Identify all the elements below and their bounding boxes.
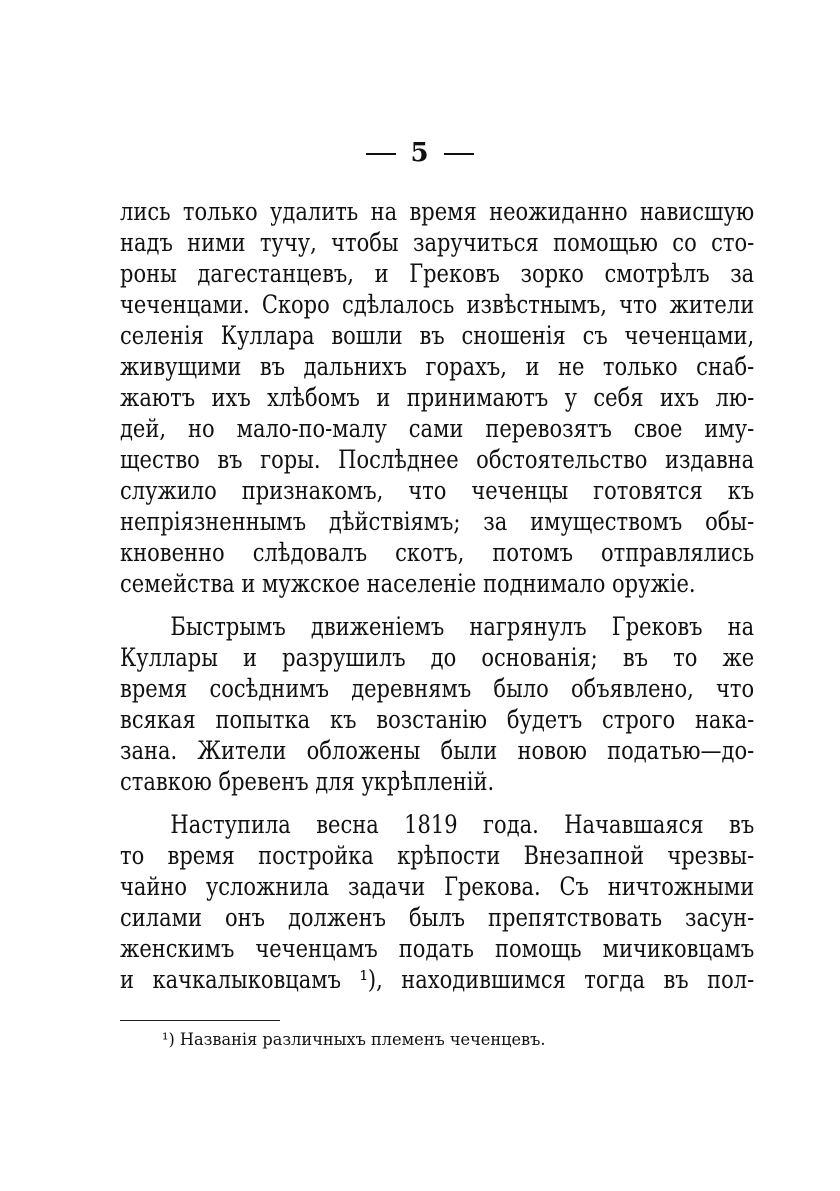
paragraph-3 [120,809,754,995]
text-line: силами онъ долженъ былъ препятствовать засун- [120,903,755,932]
text-line: щество въ горы. Послѣднее обстоятельство издавна [120,445,755,474]
text-line: роны дагестанцевъ, и Грековъ зорко смотрѣлъ за [120,259,755,288]
text-line: то время постройка крѣпости Внезапной чрезвы- [120,841,755,870]
text-line: служило признакомъ, что чеченцы готовятся къ [120,476,755,505]
text-line: Быстрымъ движеніемъ нагрянулъ Грековъ на [170,612,755,641]
text-line: чайно усложнила задачи Грекова. Съ ничтожными [120,872,755,901]
paragraph-2 [120,611,754,797]
text-line: лись только удалить на время неожиданно нависшую [120,197,755,226]
text-line: время сосѣднимъ деревнямъ было объявлено, что [120,674,755,703]
text-line: надъ ними тучу, чтобы заручиться помощью со сто- [120,228,755,257]
text-line: всякая попытка къ возстанію будетъ строго нака- [120,705,755,734]
text-line: жаютъ ихъ хлѣбомъ и принимаютъ у себя ихъ лю- [120,383,755,412]
footnote-divider [120,1020,280,1021]
text-line: Наступила весна 1819 года. Начавшаяся въ [170,810,755,839]
text-line: непріязненнымъ дѣйствіямъ; за имуществомъ обы- [120,507,755,536]
body-text [120,196,754,995]
text-line: чеченцами. Скоро сдѣлалось извѣстнымъ, что жители [120,290,755,319]
left-dash [366,153,396,155]
text-line: селенія Куллара вошли въ сношенія съ чеченцами, [120,321,755,350]
text-line: живущими въ дальнихъ горахъ, и не только снаб- [120,352,755,381]
text-line: кновенно слѣдовалъ скотъ, потомъ отправлялись [120,538,755,567]
page-number [0,138,840,168]
text-line: ставкою бревенъ для укрѣпленій. [120,767,495,796]
right-dash [444,153,474,155]
text-line: и качкалыковцамъ ¹), находившимся тогда въ пол- [120,965,755,994]
text-line: женскимъ чеченцамъ подать помощь мичиковцамъ [120,934,755,963]
footnote: ¹) Названія различныхъ племенъ чеченцевъ. [162,1030,546,1050]
paragraph-1 [120,196,754,599]
text-line: дей, но мало-по-малу сами перевозятъ свое иму- [120,414,755,443]
page-number-value: 5 [410,138,430,168]
text-line: Куллары и разрушилъ до основанія; въ то же [120,643,755,672]
text-line: семейства и мужское населеніе поднимало оружіе. [120,569,696,598]
text-line: зана. Жители обложены были новою податью—до- [120,736,755,765]
